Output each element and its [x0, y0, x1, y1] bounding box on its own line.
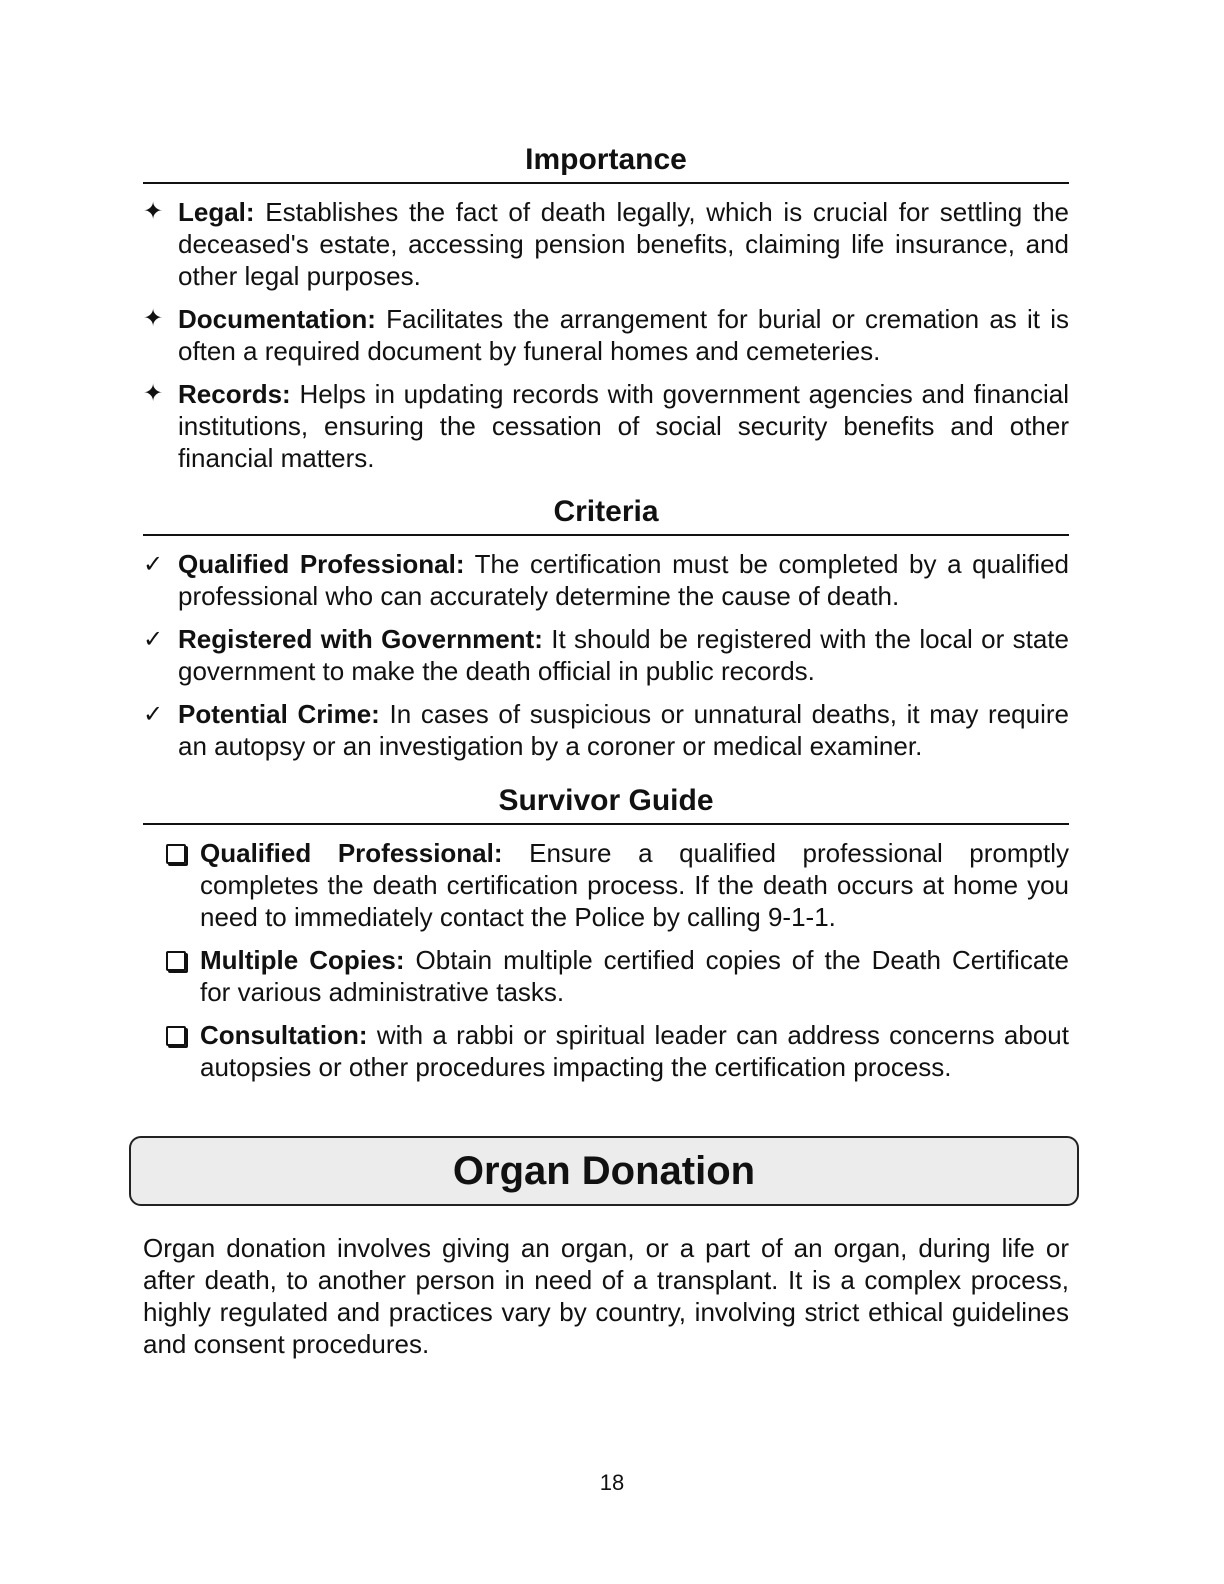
criteria-list [143, 548, 1069, 762]
four-point-star-icon: ✦ [143, 305, 164, 332]
survivor-guide-section [143, 783, 1069, 1094]
importance-heading: Importance [143, 142, 1069, 184]
item-term: Records: [178, 379, 291, 409]
list-item [143, 944, 1069, 1008]
item-term: Potential Crime: [178, 699, 380, 729]
organ-donation-paragraph: Organ donation involves giving an organ, or a part of an organ, during life or after death, to another person in need of a transplant. It is a complex process, highly regulated and practices vary by country, involving strict ethical guidelines and consent procedures. [143, 1233, 1069, 1359]
list-item [143, 548, 1069, 612]
item-term: Registered with Government: [178, 624, 543, 654]
checkmark-icon: ✓ [143, 626, 164, 653]
checkbox-icon [166, 951, 186, 971]
item-text: It should be registered with the local or state government to make the death official in public records. [178, 624, 1069, 686]
organ-donation-title: Organ Donation [452, 1148, 756, 1193]
item-text: The certification must be completed by a qualified professional who can accurately determine the cause of death. [178, 549, 1069, 611]
survivor-guide-list [143, 837, 1069, 1083]
item-term: Documentation: [178, 304, 376, 334]
item-text: Facilitates the arrangement for burial or cremation as it is often a required document by funeral homes and cemeteries. [178, 304, 1069, 366]
importance-section [143, 142, 1069, 485]
organ-donation-title-banner [129, 1136, 1079, 1206]
survivor-guide-heading: Survivor Guide [143, 783, 1069, 825]
item-term: Qualified Professional: [178, 549, 465, 579]
item-text: Obtain multiple certified copies of the Death Certificate for various administrative tasks. [200, 945, 1069, 1007]
list-item [143, 303, 1069, 367]
checkbox-icon [166, 844, 186, 864]
list-item [143, 1019, 1069, 1083]
four-point-star-icon: ✦ [143, 198, 164, 225]
item-term: Legal: [178, 197, 255, 227]
item-term: Multiple Copies: [200, 945, 405, 975]
page-number: 18 [599, 1470, 625, 1495]
item-text: In cases of suspicious or unnatural deaths, it may require an autopsy or an investigation by a coroner or medical examiner. [178, 699, 1069, 761]
importance-list [143, 196, 1069, 474]
item-text: Ensure a qualified professional promptly completes the death certification process. If the death occurs at home you need to immediately contact the Police by calling 9-1-1. [200, 838, 1070, 932]
list-item [143, 196, 1069, 292]
checkbox-icon [166, 1026, 186, 1046]
item-text: Establishes the fact of death legally, which is crucial for settling the deceased's estate, accessing pension benefits, claiming life insurance, and other legal purposes. [178, 197, 1069, 291]
list-item [143, 837, 1069, 933]
item-term: Consultation: [200, 1020, 368, 1050]
checkmark-icon: ✓ [143, 551, 164, 578]
item-term: Qualified Professional: [200, 838, 503, 868]
list-item [143, 698, 1069, 762]
checkmark-icon: ✓ [143, 701, 164, 728]
four-point-star-icon: ✦ [143, 380, 164, 407]
list-item [143, 623, 1069, 687]
item-text: Helps in updating records with government agencies and financial institutions, ensuring the cessation of social security benefits and other financial matters. [178, 379, 1069, 473]
criteria-heading: Criteria [143, 494, 1069, 536]
criteria-section [143, 494, 1069, 773]
item-text: with a rabbi or spiritual leader can address concerns about autopsies or other procedures impacting the certification process. [200, 1020, 1069, 1082]
list-item [143, 378, 1069, 474]
